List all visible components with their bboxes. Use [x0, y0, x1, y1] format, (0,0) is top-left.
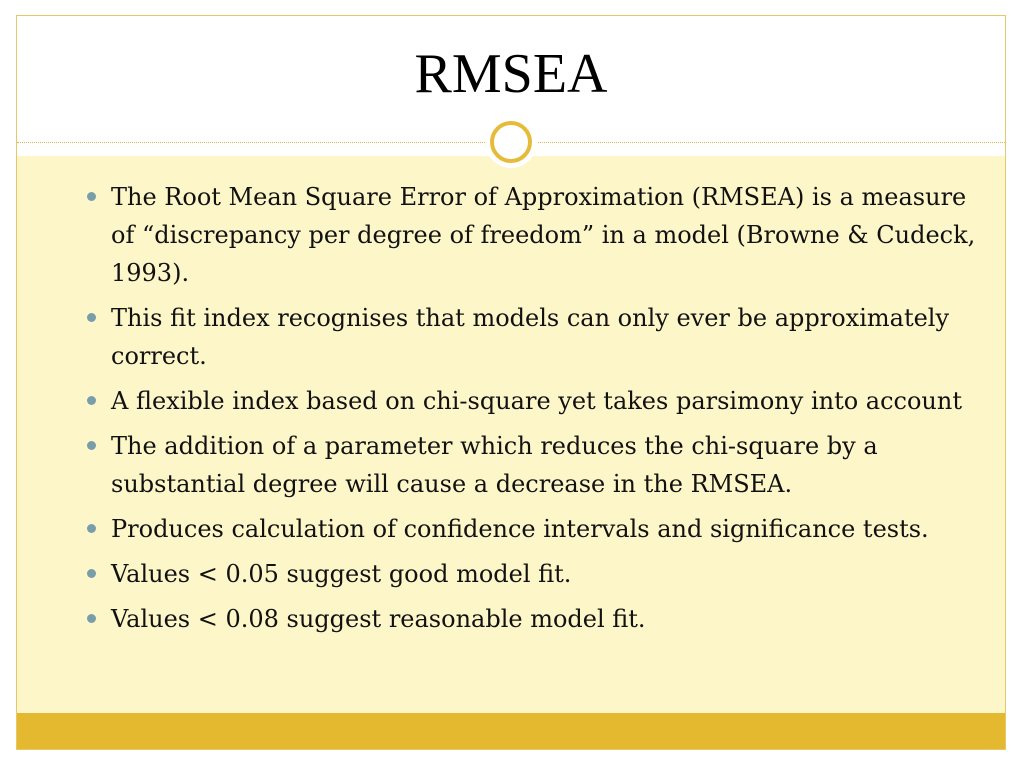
bullet-item — [87, 510, 977, 548]
bullet-dot-icon — [87, 569, 96, 578]
bullet-text: The Root Mean Square Error of Approximation (RMSEA) is a measure of “discrepancy per degree of freedom” in a model (Browne & Cudeck, 1993). — [111, 183, 976, 287]
bullet-dot-icon — [87, 441, 96, 450]
bullet-text: Values < 0.08 suggest reasonable model fit. — [111, 605, 646, 633]
bullet-list — [87, 178, 977, 645]
title-ornament — [485, 116, 537, 168]
slide — [16, 15, 1006, 750]
circle-ornament-icon — [490, 121, 532, 163]
bullet-dot-icon — [87, 614, 96, 623]
footer-bar — [17, 713, 1005, 750]
bullet-text: The addition of a parameter which reduces the chi-square by a substantial degree will cause a decrease in the RMSEA. — [111, 432, 878, 498]
bullet-item — [87, 178, 977, 292]
bullet-item — [87, 299, 977, 375]
bullet-text: Values < 0.05 suggest good model fit. — [111, 560, 572, 588]
bullet-dot-icon — [87, 524, 96, 533]
bullet-item — [87, 427, 977, 503]
bullet-text: A flexible index based on chi-square yet takes parsimony into account — [111, 387, 962, 415]
bullet-item — [87, 600, 977, 638]
content-area — [17, 156, 1005, 713]
bullet-item — [87, 555, 977, 593]
bullet-dot-icon — [87, 192, 96, 201]
bullet-dot-icon — [87, 313, 96, 322]
slide-title: RMSEA — [414, 43, 608, 105]
bullet-item — [87, 382, 977, 420]
bullet-dot-icon — [87, 396, 96, 405]
bullet-text: This fit index recognises that models can only ever be approximately correct. — [111, 304, 950, 370]
bullet-text: Produces calculation of confidence intervals and significance tests. — [111, 515, 929, 543]
